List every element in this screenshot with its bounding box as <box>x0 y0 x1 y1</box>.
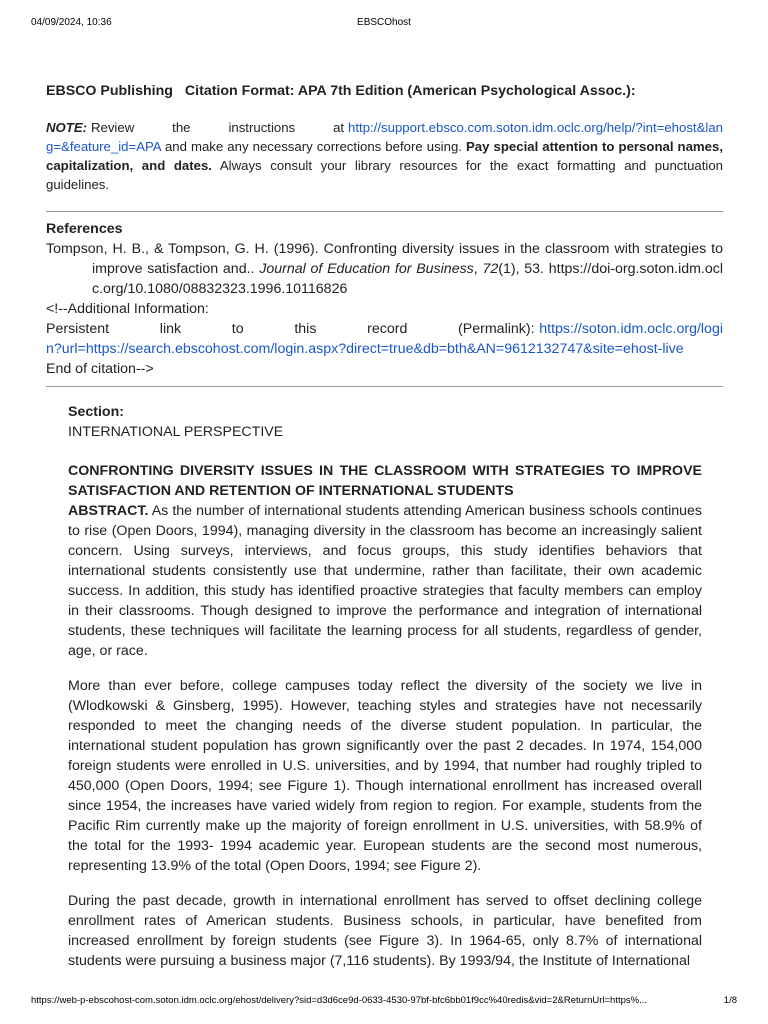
publisher-name: EBSCO Publishing <box>46 83 173 99</box>
permalink-link[interactable]: https://soton.idm.oclc.org/login?url=https://search.ebscohost.com/login.aspx?direct=true&db=bth&AN=9612132747&site=ehost-live <box>46 321 723 357</box>
note-bold-text: Pay special attention to personal names, capitalization, and dates. <box>46 139 723 173</box>
print-footer <box>31 995 737 1009</box>
reference-entry: Tompson, H. B., & Tompson, G. H. (1996). Confronting diversity issues in the classroom with strategies to improve satisfaction and.. Journal of Education for Business, 72(1), 53. https://doi-org.soton.idm.oclc.org/10.1080/08832323.1996.10116826 <box>46 241 724 297</box>
citation-format-label: Citation Format: APA 7th Edition (American Psychological Assoc.): <box>184 83 636 99</box>
print-header <box>31 17 737 31</box>
reference-volume: 72 <box>482 261 499 277</box>
print-date: 04/09/2024, 10:36 <box>31 17 112 28</box>
citation-heading <box>46 81 723 101</box>
section-value: INTERNATIONAL PERSPECTIVE <box>68 424 284 440</box>
note-end-text: Always consult your library resources for the exact formatting and punctuation guidelines. <box>46 158 723 192</box>
body-paragraph: During the past decade, growth in international enrollment has served to offset declining college enrollment rates of American students. Business schools, in particular, have benefited from increased enrollment by foreign students (see Figure 3). In 1964-65, only 8.7% of international students were pursuing a business major (7,116 students). By 1993/94, the Institute of International <box>68 893 702 969</box>
article-body <box>68 402 702 986</box>
additional-info-marker: <!--Additional Information: <box>46 301 209 317</box>
abstract-paragraph <box>68 501 702 661</box>
section-label: Section: <box>68 404 124 420</box>
print-url: https://web-p-ebscohost-com.soton.idm.oclc.org/ehost/delivery?sid=d3d6ce9d-0633-4530-97bf-bfc6bb01f9cc%40redis&vid=2&ReturnUrl=https%... <box>31 995 647 1006</box>
reference-issue-pages-doi: (1), 53. https://doi-org.soton.idm.oclc.org/10.1080/08832323.1996.10116826 <box>92 261 724 297</box>
note-label: NOTE: <box>46 120 88 135</box>
references-section <box>46 212 723 379</box>
print-title: EBSCOhost <box>357 17 411 28</box>
permalink-line <box>46 319 723 359</box>
page-number: 1/8 <box>723 995 737 1006</box>
note-after-url: and make any necessary corrections before using. <box>164 139 462 154</box>
divider <box>46 386 723 387</box>
reference-journal: Journal of Education for Business <box>259 261 474 277</box>
note-review-text: Review the instructions at <box>90 120 345 135</box>
help-link[interactable]: http://support.ebsco.com.soton.idm.oclc.org/help/?int=ehost&lang=&feature_id=APA <box>46 120 723 154</box>
references-heading: References <box>46 221 123 237</box>
reference-authors-title: Tompson, H. B., & Tompson, G. H. (1996). Confronting diversity issues in the classroom with strategies to improve satisfaction and.. <box>46 241 723 277</box>
citation-panel <box>46 81 723 387</box>
abstract-label: ABSTRACT. <box>68 503 149 519</box>
article-title: CONFRONTING DIVERSITY ISSUES IN THE CLASSROOM WITH STRATEGIES TO IMPROVE SATISFACTION AND RETENTION OF INTERNATIONAL STUDENTS <box>68 463 702 499</box>
body-paragraph: More than ever before, college campuses today reflect the diversity of the society we live in (Wlodkowski & Ginsberg, 1995). However, teaching styles and strategies have not necessarily responded to meet the changing needs of the diverse student population. In particular, the international student population has grown significantly over the past 2 decades. In 1974, 154,000 foreign students were enrolled in U.S. universities, and by 1994, that number had roughly tripled to 450,000 (Open Doors, 1994; see Figure 1). Though international enrollment has increased overall since 1954, the increases have varied widely from region to region. For example, students from the Pacific Rim currently make up the majority of foreign enrollment in U.S. universities, with 58.9% of the total for the 1993- 1994 academic year. European students are the second most numerous, representing 13.9% of the total (Open Doors, 1994; see Figure 2). <box>68 678 702 874</box>
end-citation-marker: End of citation--> <box>46 361 154 377</box>
permalink-label: Persistent link to this record (Permalink): <box>46 321 535 337</box>
abstract-text: As the number of international students attending American business schools continues to rise (Open Doors, 1994), managing diversity in the classroom has become an increasingly salient concern. Using surveys, interviews, and focus groups, this study identifies behaviors that international students consistently use that undermine, rather than facilitate, their own academic success. In addition, this study has identified proactive strategies that faculty members can employ in their classrooms. Though designed to improve the performance and integration of international students, these techniques will facilitate the learning process for all students, regardless of gender, age, or race. <box>68 503 702 659</box>
citation-note <box>46 118 723 194</box>
